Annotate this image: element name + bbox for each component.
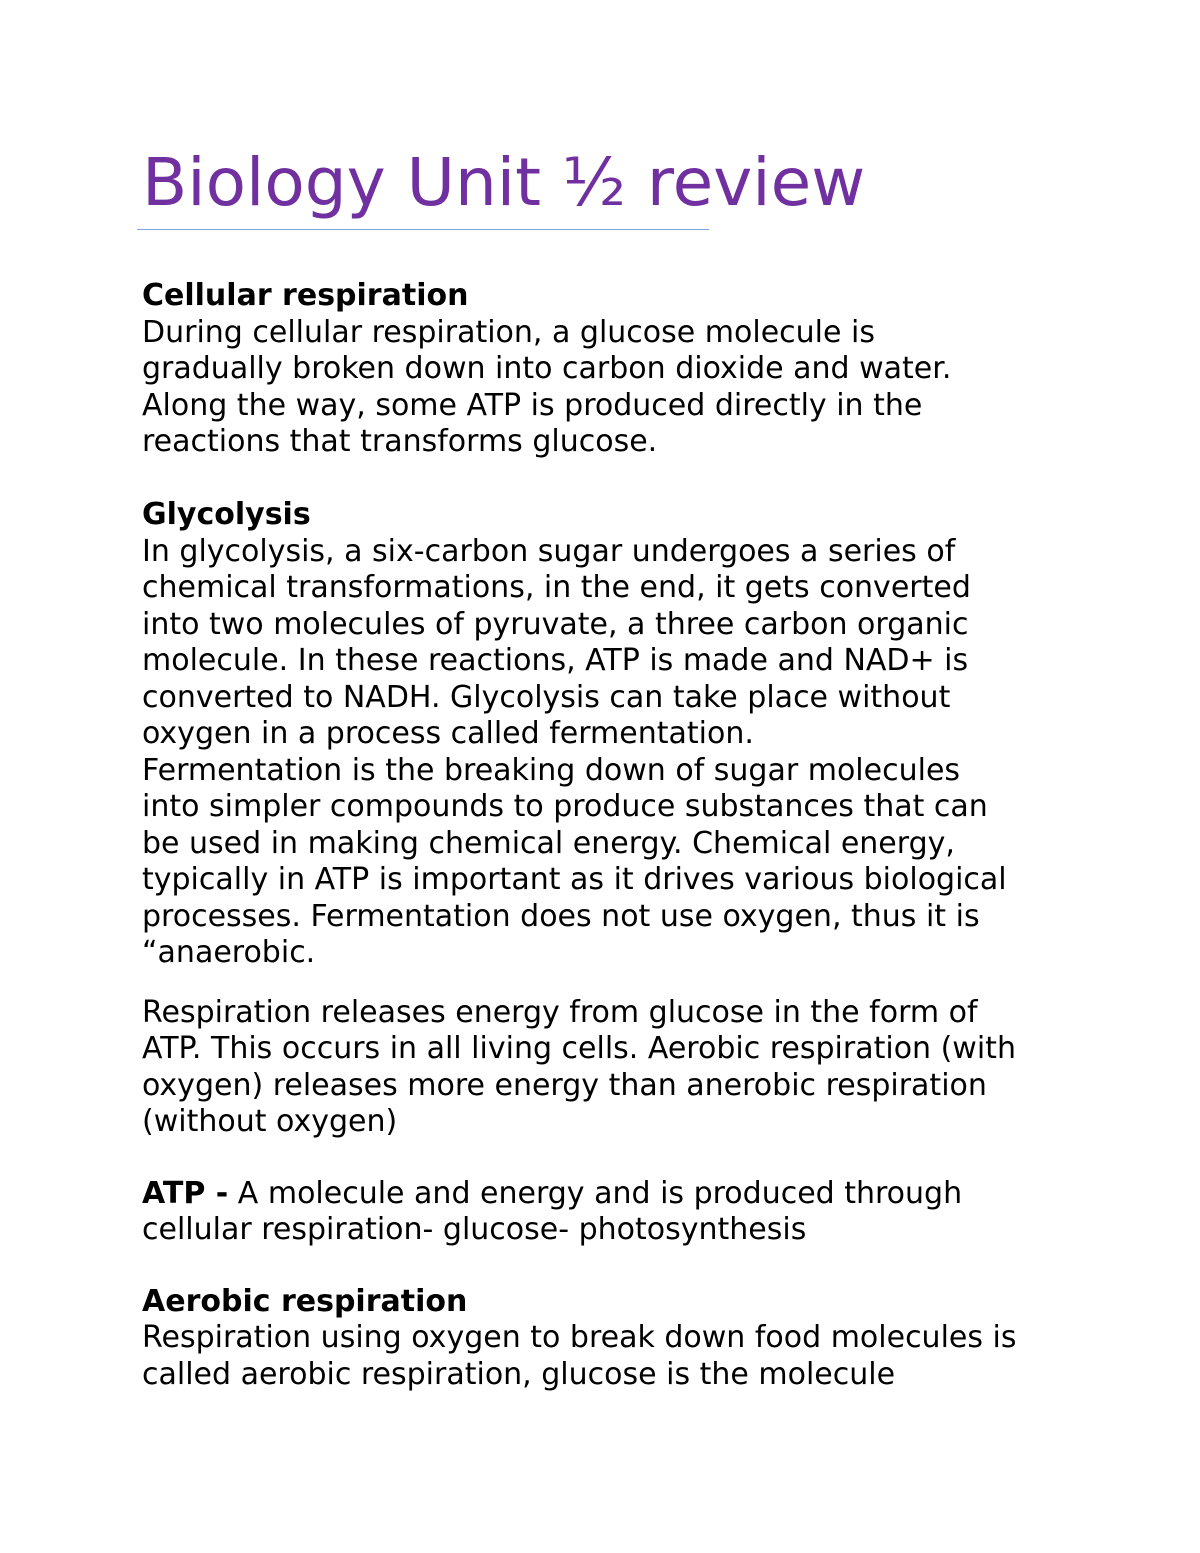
cellular-respiration-line: Along the way, some ATP is produced directly in the bbox=[142, 387, 923, 423]
paragraph-spacer bbox=[142, 461, 1142, 498]
aerobic-respiration-line: called aerobic respiration, glucose is the molecule bbox=[142, 1356, 896, 1392]
aerobic-respiration-heading: Aerobic respiration bbox=[142, 1283, 468, 1319]
atp-line: cellular respiration- glucose- photosynthesis bbox=[142, 1212, 807, 1247]
glycolysis-line: converted to NADH. Glycolysis can take place without bbox=[142, 679, 951, 715]
atp-paragraph bbox=[142, 1176, 1142, 1213]
paragraph-spacer bbox=[142, 972, 1142, 995]
title-underline bbox=[137, 229, 709, 230]
glycolysis-line: In glycolysis, a six-carbon sugar undergoes a series of bbox=[142, 533, 956, 569]
glycolysis-heading: Glycolysis bbox=[142, 497, 311, 532]
cellular-respiration-line: During cellular respiration, a glucose molecule is bbox=[142, 314, 875, 350]
glycolysis-line: chemical transformations, in the end, it gets converted bbox=[142, 570, 971, 605]
glycolysis-line: oxygen in a process called fermentation. bbox=[142, 716, 754, 751]
paragraph-spacer bbox=[142, 1249, 1142, 1284]
glycolysis-line: molecule. In these reactions, ATP is made and NAD+ is bbox=[142, 643, 969, 678]
fermentation-line: processes. Fermentation does not use oxygen, thus it is bbox=[142, 898, 980, 934]
fermentation-line: Fermentation is the breaking down of sugar molecules bbox=[142, 752, 961, 788]
cellular-respiration-line: reactions that transforms glucose. bbox=[142, 424, 658, 459]
respiration-line: (without oxygen) bbox=[142, 1104, 398, 1139]
respiration-line: oxygen) releases more energy than anerobic respiration bbox=[142, 1067, 987, 1103]
aerobic-respiration-line: Respiration using oxygen to break down food molecules is bbox=[142, 1320, 1017, 1355]
cellular-respiration-line: gradually broken down into carbon dioxide and water. bbox=[142, 351, 952, 386]
respiration-line: Respiration releases energy from glucose in the form of bbox=[142, 994, 978, 1030]
fermentation-line: “anaerobic. bbox=[142, 935, 316, 970]
fermentation-line: into simpler compounds to produce substances that can bbox=[142, 789, 988, 824]
atp-text: A molecule and energy and is produced through bbox=[228, 1175, 963, 1211]
atp-heading: ATP - bbox=[142, 1175, 229, 1211]
fermentation-line: typically in ATP is important as it drives various biological bbox=[142, 862, 1007, 897]
cellular-respiration-heading: Cellular respiration bbox=[142, 278, 469, 313]
fermentation-line: be used in making chemical energy. Chemical energy, bbox=[142, 825, 955, 861]
document-title: Biology Unit ½ review bbox=[142, 144, 866, 221]
respiration-line: ATP. This occurs in all living cells. Aerobic respiration (with bbox=[142, 1031, 1016, 1066]
glycolysis-line: into two molecules of pyruvate, a three carbon organic bbox=[142, 606, 969, 642]
paragraph-spacer bbox=[142, 1141, 1142, 1176]
document-body bbox=[142, 278, 1142, 1393]
